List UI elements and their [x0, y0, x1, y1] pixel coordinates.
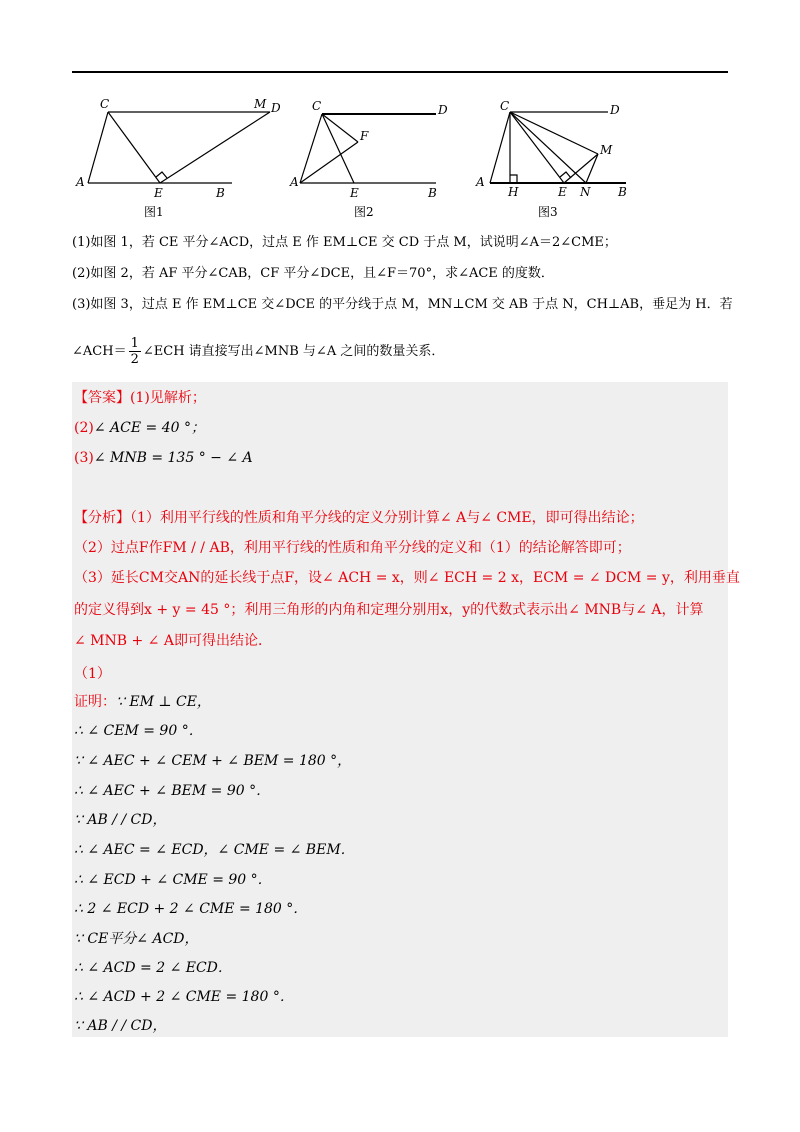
fig1-label-a: A	[76, 175, 85, 189]
question-3-right: ∠ECH 请直接写出∠MNB 与∠A 之间的数量关系．	[142, 344, 445, 359]
fig3-label-b: B	[618, 185, 627, 199]
answer-3: ∠ MNB = 135 ° − ∠ A	[93, 450, 253, 466]
analysis-line-4: 的定义得到x + y = 45 °；利用三角形的内角和定理分别用x，y的代数式表示出∠ MNB与∠ A，计算	[74, 602, 704, 618]
question-3-left: ∠ACH＝	[72, 344, 127, 359]
proof-line: ∵ ∠ AEC + ∠ CEM + ∠ BEM = 180 °，	[74, 753, 352, 769]
analysis-line-1	[74, 508, 644, 528]
fig3-label-d: D	[610, 103, 620, 117]
fraction-numerator: 1	[130, 336, 139, 351]
proof-intro-label: 证明：	[74, 694, 116, 710]
fig2-label-e: E	[350, 186, 359, 200]
answer-label: 【答案】	[74, 390, 130, 406]
question-1: (1)如图 1，若 CE 平分∠ACD，过点 E 作 EM⊥CE 交 CD 于点 M，试说明∠A＝2∠CME；	[72, 235, 617, 250]
answer-1: (1)见解析；	[130, 390, 206, 406]
fig3-label-c: C	[500, 99, 510, 113]
fig1-label-e: E	[154, 186, 163, 200]
fig1-caption: 图1	[144, 205, 164, 219]
proof-line: ∴ ∠ ACD = 2 ∠ ECD．	[74, 960, 232, 976]
fig1-label-c: C	[100, 97, 110, 111]
fraction-half	[129, 336, 141, 367]
figures-row	[72, 92, 652, 222]
fig1-label-b: B	[216, 186, 225, 200]
answer-2: ∠ ACE = 40 °；	[93, 420, 205, 436]
proof-line: ∴ 2 ∠ ECD + 2 ∠ CME = 180 °．	[74, 901, 308, 917]
header-rule	[72, 71, 728, 73]
fig2-caption: 图2	[354, 205, 374, 219]
fig2-label-c: C	[312, 99, 322, 113]
analysis-line-3: （3）延长CM交AN的延长线于点F，设∠ ACH = x，则∠ ECH = 2 x，ECM = ∠ DCM = y，利用垂直	[74, 570, 740, 586]
fig3-label-e: E	[558, 185, 567, 199]
proof-intro	[74, 692, 211, 712]
proof-line: ∴ ∠ ACD + 2 ∠ CME = 180 °．	[74, 989, 294, 1005]
question-3-continued	[72, 336, 732, 367]
fig3-label-m: M	[600, 143, 613, 157]
fig2-label-b: B	[428, 186, 437, 200]
proof-line: ∴ ∠ ECD + ∠ CME = 90 °．	[74, 872, 272, 888]
analysis-line-2: （2）过点F作FM / / AB，利用平行线的性质和角平分线的定义和（1）的结论解答即可；	[74, 540, 631, 556]
answer-line-1	[74, 388, 206, 408]
proof-intro-text: ∵ EM ⊥ CE，	[116, 694, 211, 710]
figure-3-labels	[475, 99, 627, 219]
proof-line: ∴ ∠ AEC + ∠ BEM = 90 °．	[74, 783, 271, 799]
figure-1	[88, 112, 270, 183]
answer-2-prefix: (2)	[74, 420, 94, 436]
proof-line: ∴ ∠ AEC = ∠ ECD，∠ CME = ∠ BEM．	[74, 842, 355, 858]
proof-line: ∵ AB / / CD，	[74, 1018, 167, 1034]
question-2: (2)如图 2，若 AF 平分∠CAB，CF 平分∠DCE，且∠F＝70°，求∠ACE 的度数．	[72, 266, 554, 281]
proof-line: ∴ ∠ CEM = 90 °．	[74, 723, 203, 739]
fig3-label-h: H	[508, 185, 519, 199]
answer-line-2	[74, 418, 205, 438]
analysis-line-5: ∠ MNB + ∠ A即可得出结论．	[74, 633, 272, 649]
question-3: (3)如图 3，过点 E 作 EM⊥CE 交∠DCE 的平分线于点 M，MN⊥CM 交 AB 于点 N，CH⊥AB，垂足为 H．若	[72, 297, 733, 312]
proof-line: ∵ AB / / CD，	[74, 812, 167, 828]
answer-line-3	[74, 448, 253, 468]
proof-line: ∵ CE平分∠ ACD，	[74, 931, 199, 947]
proof-part-label: （1）	[74, 666, 111, 682]
fraction-denominator: 2	[130, 352, 139, 367]
fig2-label-a: A	[290, 175, 299, 189]
figure-1-labels	[75, 97, 281, 219]
answer-3-prefix: (3)	[74, 450, 94, 466]
analysis-label: 【分析】	[74, 510, 130, 526]
fig2-label-d: D	[438, 103, 448, 117]
figure-2	[300, 114, 436, 183]
fig1-label-d: D	[271, 101, 281, 115]
analysis-text-1: （1）利用平行线的性质和角平分线的定义分别计算∠ A与∠ CME，即可得出结论；	[130, 510, 644, 526]
fig3-label-n: N	[580, 185, 591, 199]
figure-2-labels	[289, 99, 448, 219]
geometry-figures	[72, 92, 652, 222]
fig2-label-f: F	[360, 129, 369, 143]
fig1-label-m: M	[254, 97, 267, 111]
fig3-label-a: A	[476, 175, 485, 189]
fig3-caption: 图3	[538, 205, 558, 219]
